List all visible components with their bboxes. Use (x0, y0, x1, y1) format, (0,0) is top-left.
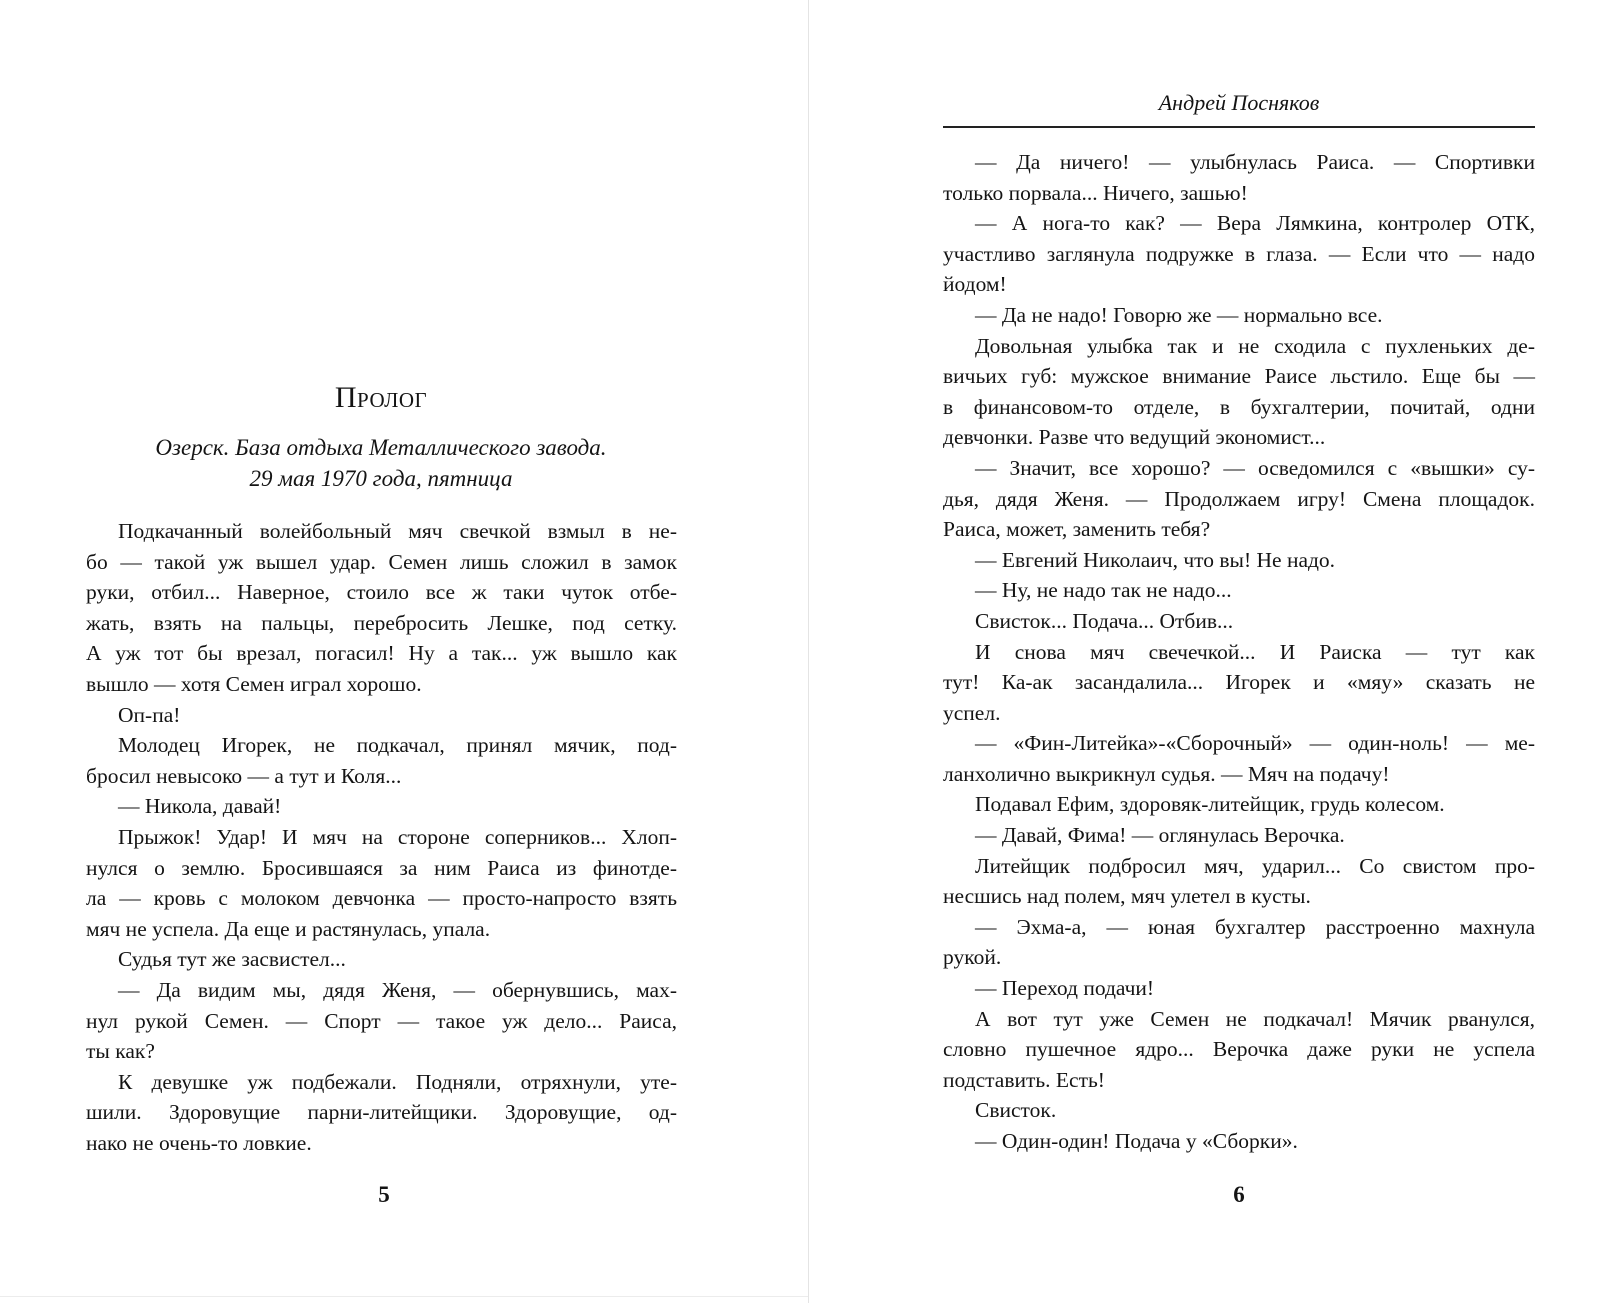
text-line: руки, отбил... Наверное, стоило все ж таки чуток отбе- (86, 580, 677, 605)
text-line: К девушке уж подбежали. Подняли, отряхнули, уте- (118, 1069, 677, 1094)
text-line: Молодец Игорек, не подкачал, принял мячик, под- (118, 733, 677, 758)
text-line: — Эхма-а, — юная бухгалтер расстроенно махнула (975, 914, 1535, 939)
text-line: мяч не успела. Да еще и растянулась, упала. (86, 916, 491, 941)
left-body-text (86, 516, 677, 1158)
text-line: Раиса, может, заменить тебя? (943, 517, 1211, 542)
text-line: И снова мяч свечечкой... И Раиска — тут как (975, 639, 1535, 664)
text-line: нако не очень-то ловкие. (86, 1130, 312, 1155)
text-line: Довольная улыбка так и не сходила с пухленьких де- (975, 333, 1535, 358)
text-line: Подкачанный волейбольный мяч свечкой взмыл в не- (118, 519, 677, 543)
text-line: вичьих губ: мужское внимание Раисе льстило. Еще бы — (943, 364, 1535, 389)
text-line: шили. Здоровущие парни-литейщики. Здоровущие, од- (86, 1100, 677, 1125)
text-line: А вот тут уже Семен не подкачал! Мячик рванулся, (975, 1006, 1535, 1031)
running-head-rule (943, 126, 1535, 128)
text-line: вышло — хотя Семен играл хорошо. (86, 671, 422, 696)
text-line: — «Фин-Литейка»-«Сборочный» — один-ноль! — ме- (975, 731, 1535, 756)
text-line: девчонки. Разве что ведущий экономист... (943, 425, 1326, 450)
text-line: нул рукой Семен. — Спорт — такое уж дело... Раиса, (86, 1008, 677, 1033)
page-number-left: 5 (378, 1182, 390, 1207)
text-line: — Евгений Николаич, что вы! Не надо. (975, 547, 1336, 572)
text-line: тут! Ка-ак засандалила... Игорек и «мяу» сказать не (943, 670, 1535, 695)
text-line: дья, дядя Женя. — Продолжаем игру! Смена площадок. (943, 486, 1535, 511)
text-line: Свисток. (975, 1098, 1057, 1123)
text-line: Литейщик подбросил мяч, ударил... Со свистом про- (975, 853, 1535, 878)
text-line: ланхолично выкрикнул судья. — Мяч на подачу! (943, 761, 1390, 786)
text-line: — Никола, давай! (118, 794, 282, 819)
text-line: Оп-па! (118, 702, 181, 727)
text-line: подставить. Есть! (943, 1067, 1105, 1092)
text-line: — Давай, Фима! — оглянулась Верочка. (975, 823, 1345, 848)
text-line: Свисток... Подача... Отбив... (975, 608, 1234, 633)
text-line: Подавал Ефим, здоровяк-литейщик, грудь колесом. (975, 792, 1445, 817)
subtitle-line: Озерск. База отдыха Металлического завода. (155, 435, 607, 460)
text-line: участливо заглянула подружке в глаза. — Если что — надо (943, 241, 1535, 266)
text-line: — Да видим мы, дядя Женя, — обернувшись, мах- (118, 977, 677, 1002)
text-line: йодом! (943, 272, 1007, 297)
right-body-text (943, 147, 1535, 1157)
text-line: — Значит, все хорошо? — осведомился с «вышки» су- (975, 455, 1535, 480)
text-line: нулся о землю. Бросившаяся за ним Раиса из финотде- (86, 855, 677, 880)
text-line: несшись над полем, мяч улетел в кусты. (943, 884, 1311, 909)
text-line: Прыжок! Удар! И мяч на стороне соперников... Хлоп- (118, 824, 677, 849)
text-line: — Ну, не надо так не надо... (975, 578, 1232, 603)
chapter-title: Пролог (334, 381, 428, 414)
text-line: Судья тут же засвистел... (118, 947, 346, 972)
text-line: жать, взять на пальцы, перебросить Лешке, под сетку. (86, 610, 677, 635)
text-line: А уж тот бы врезал, погасил! Ну а так... уж вышло как (86, 641, 677, 666)
text-line: — Да не надо! Говорю же — нормально все. (975, 302, 1383, 327)
text-line: бросил невысоко — а тут и Коля... (86, 763, 402, 788)
text-line: рукой. (943, 945, 1002, 970)
subtitle-line: 29 мая 1970 года, пятница (249, 466, 513, 491)
text-line: — Да ничего! — улыбнулась Раиса. — Спортивки (975, 150, 1535, 174)
text-line: ла — кровь с молоком девчонка — просто-напросто взять (86, 886, 677, 911)
page-number-right: 6 (1233, 1182, 1245, 1207)
chapter-subtitle (84, 432, 678, 494)
text-line: успел. (943, 700, 1001, 725)
text-line: бо — такой уж вышел удар. Семен лишь сложил в замок (86, 549, 677, 574)
text-line: — Один-один! Подача у «Сборки». (975, 1129, 1298, 1153)
text-line: — А нога-то как? — Вера Лямкина, контролер ОТК, (975, 211, 1535, 236)
text-line: — Переход подачи! (975, 976, 1155, 1001)
text-line: только порвала... Ничего, зашью! (943, 180, 1248, 205)
text-line: в финансовом-то отделе, в бухгалтерии, почитай, одни (943, 394, 1535, 419)
text-line: ты как? (86, 1039, 155, 1064)
text-line: словно пушечное ядро... Верочка даже руки не успела (943, 1037, 1535, 1062)
running-head-author: Андрей Посняков (1158, 90, 1320, 115)
